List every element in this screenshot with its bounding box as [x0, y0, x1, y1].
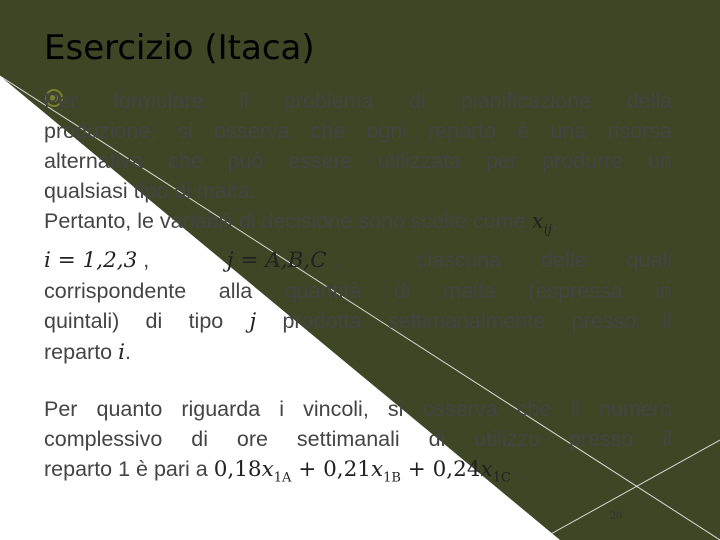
paragraph-3-line-3: reparto 1 è pari a $0,18x_{1A} + 0,21x_{1B} + 0,24x_{1C}$. [44, 457, 517, 486]
paragraph-1-line: qualsiasi tipo di malta. [44, 179, 256, 203]
paragraph-3 [44, 394, 672, 493]
paragraph-3-line: Per quanto riguarda i vincoli, si osserva che il numero [44, 397, 672, 421]
paragraph-2-line-3: corrispondente alla quantità di malta (espressa in [44, 279, 672, 304]
paragraph-1-line: alternativa che può essere utilizzata per produrre un [44, 149, 672, 173]
paragraph-2-line-5: reparto i. [44, 340, 131, 366]
paragraph-2-line-2: i = 1,2,3 , j = A,B,C , ciascuna delle quali [44, 248, 672, 274]
paragraph-2-line-4: quintali) di tipo j prodotta settimanalmente presso il [44, 309, 672, 335]
paragraph-3-line: complessivo di ore settimanali di utilizzo presso il [44, 427, 672, 451]
paragraph-1 [44, 86, 672, 206]
paragraph-2 [44, 206, 672, 368]
paragraph-1-line: Per formulare il problema di pianificazione della [44, 89, 672, 113]
page-number: 20 [610, 508, 622, 522]
slide-title: Esercizio (Itaca) [44, 28, 315, 68]
paragraph-2-line-1: Pertanto, le variabili di decisione sono scelte come $x_{ij}$, [44, 209, 558, 238]
paragraph-1-line: produzione, si osserva che ogni reparto è una risorsa [44, 119, 672, 143]
